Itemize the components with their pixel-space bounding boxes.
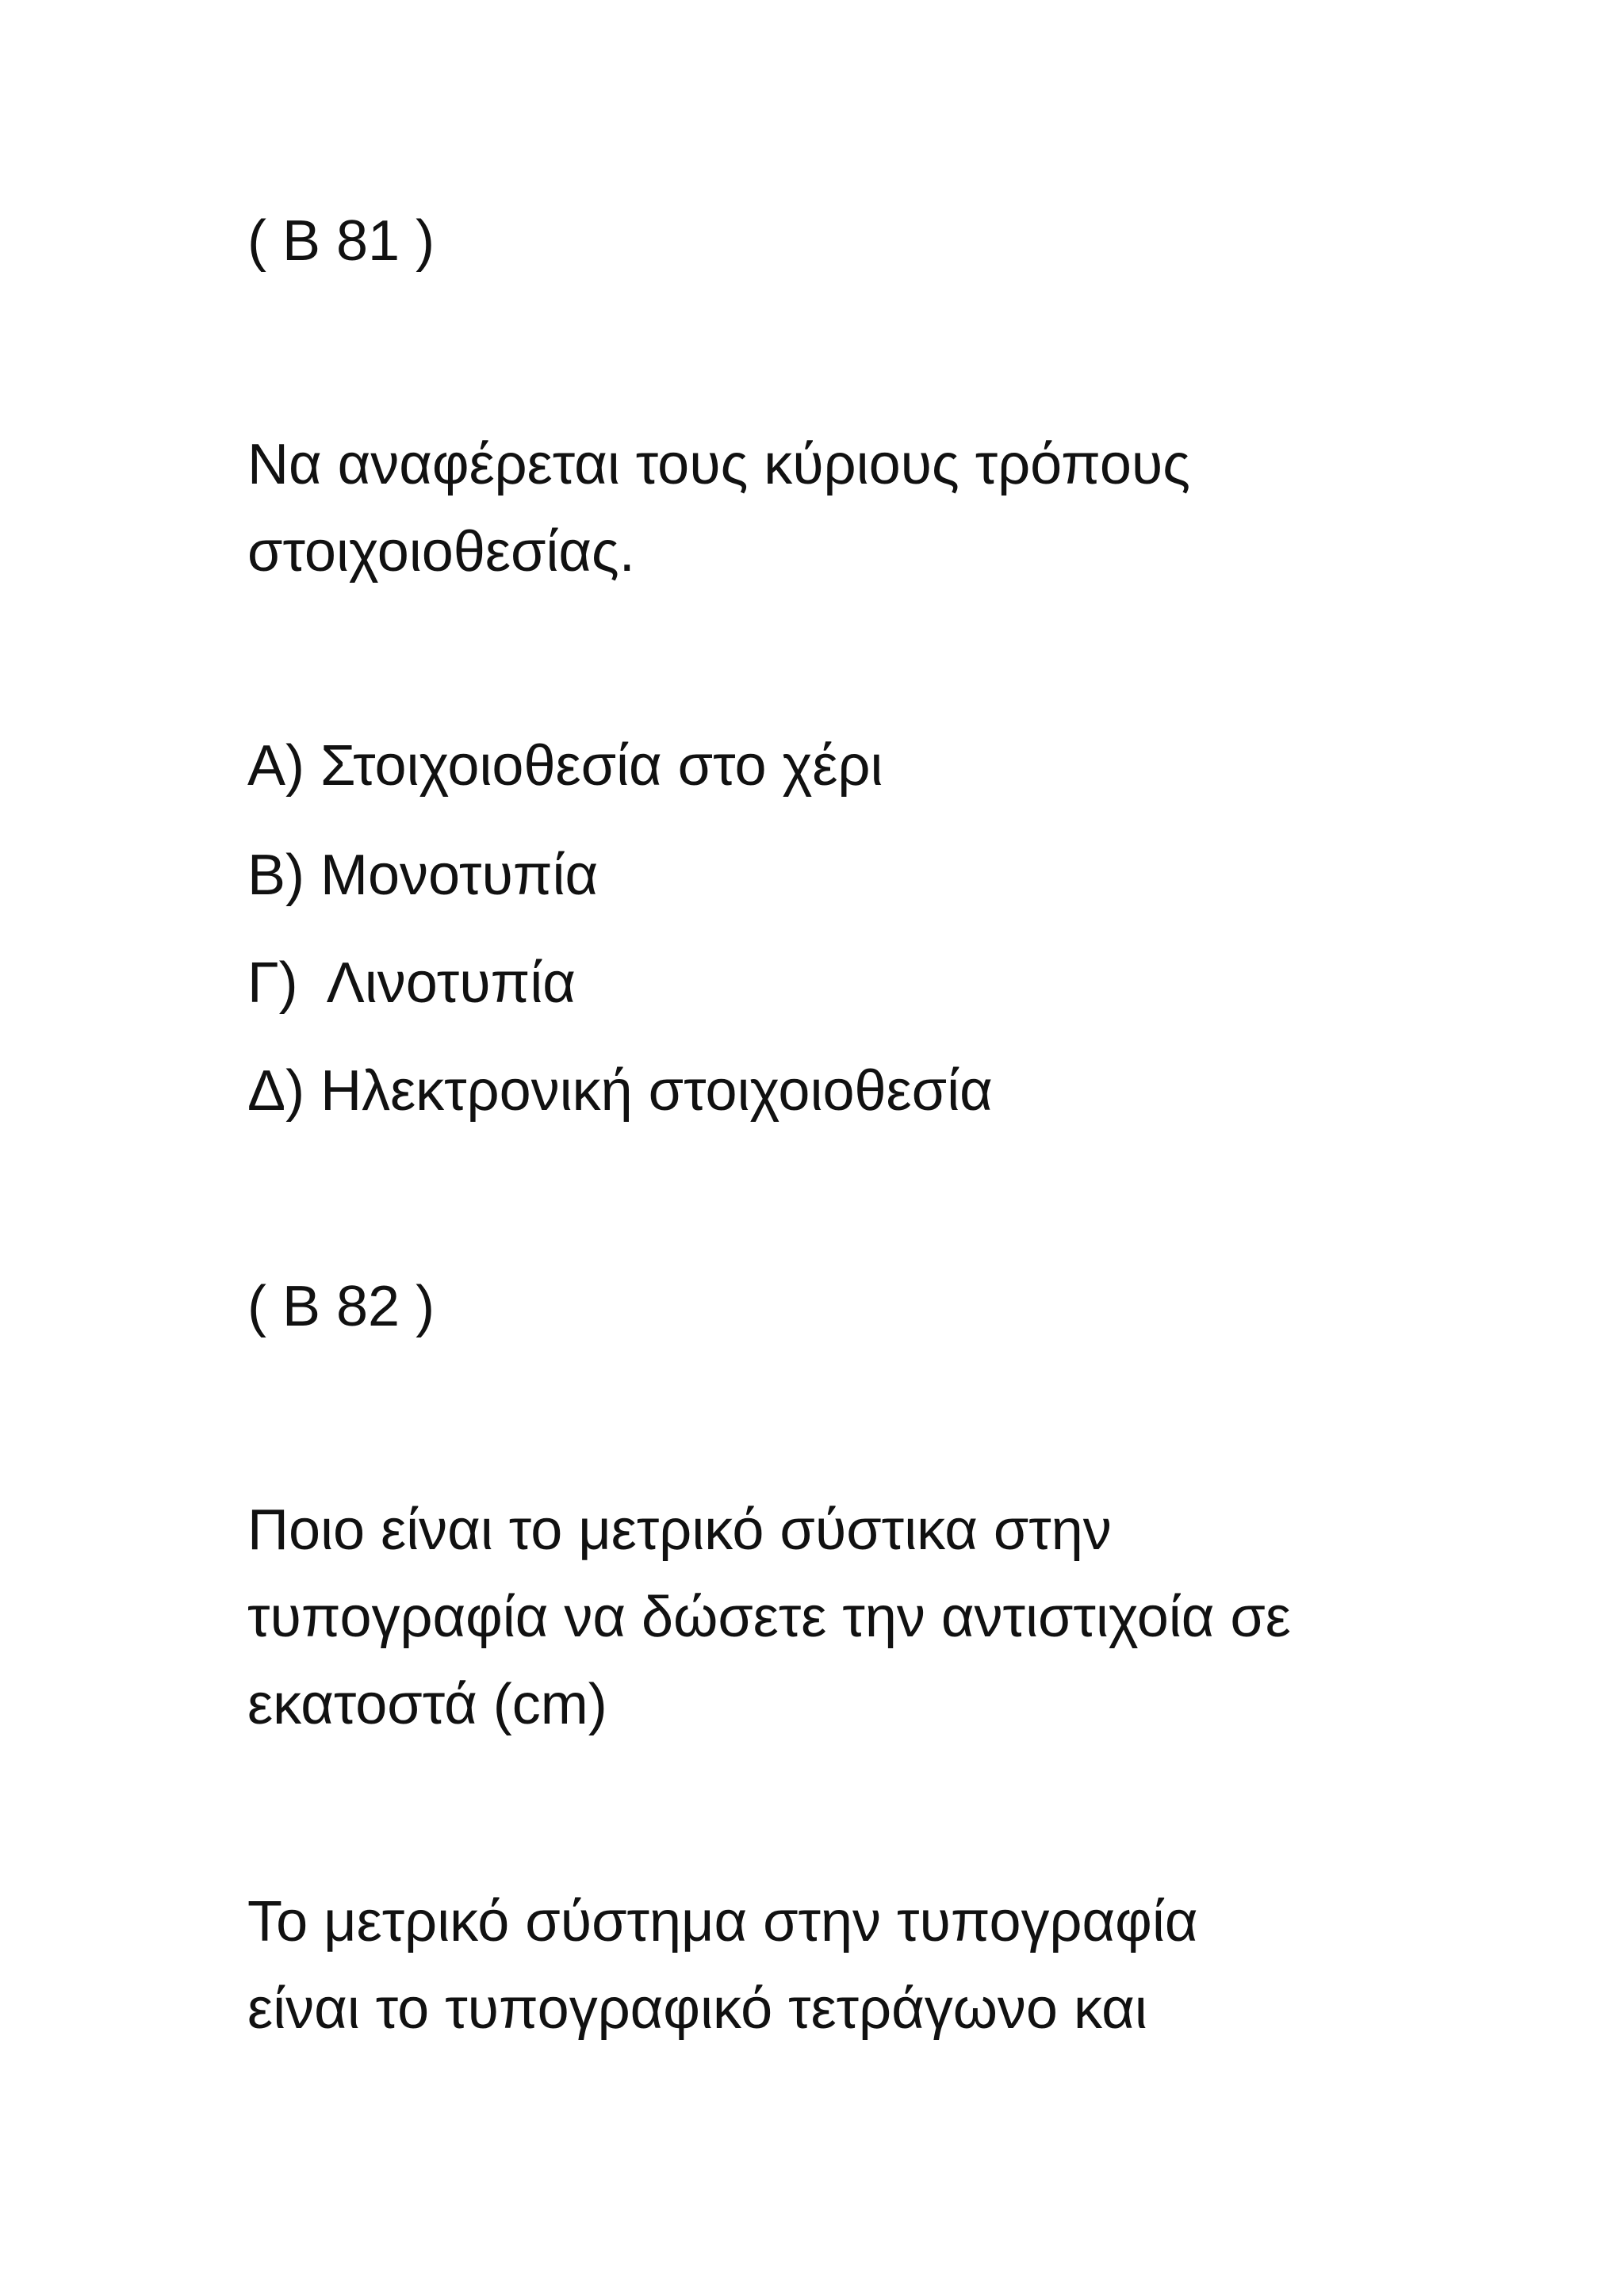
question-label-b81: ( B 81 )	[247, 209, 435, 273]
question-label-b82: ( B 82 )	[247, 1275, 435, 1338]
answer-b81-c: Γ) Λινοτυπία	[247, 951, 576, 1015]
answer-b81-a: Α) Στοιχοιοθεσία στο χέρι	[247, 734, 883, 798]
answer-b81-d: Δ) Ηλεκτρονική στοιχοιοθεσία	[247, 1059, 993, 1123]
question-b82-line-1: Ποιο είναι το μετρικό σύστικα στην	[247, 1498, 1112, 1562]
question-b82-line-2: τυπογραφία να δώσετε την αντιστιχοία σε	[247, 1586, 1291, 1649]
answer-b82-line-2: είναι το τυπογραφικό τετράγωνο και	[247, 1977, 1147, 2041]
answer-b81-b: Β) Μονοτυπία	[247, 844, 599, 907]
question-b81-line-1: Να αναφέρεται τους κύριους τρόπους	[247, 433, 1190, 496]
answer-b82-line-1: Το μετρικό σύστημα στην τυπογραφία	[247, 1890, 1198, 1954]
question-b82-line-3: εκατοστά (cm)	[247, 1673, 607, 1736]
question-b81-line-2: στοιχοιοθεσίας.	[247, 520, 635, 584]
